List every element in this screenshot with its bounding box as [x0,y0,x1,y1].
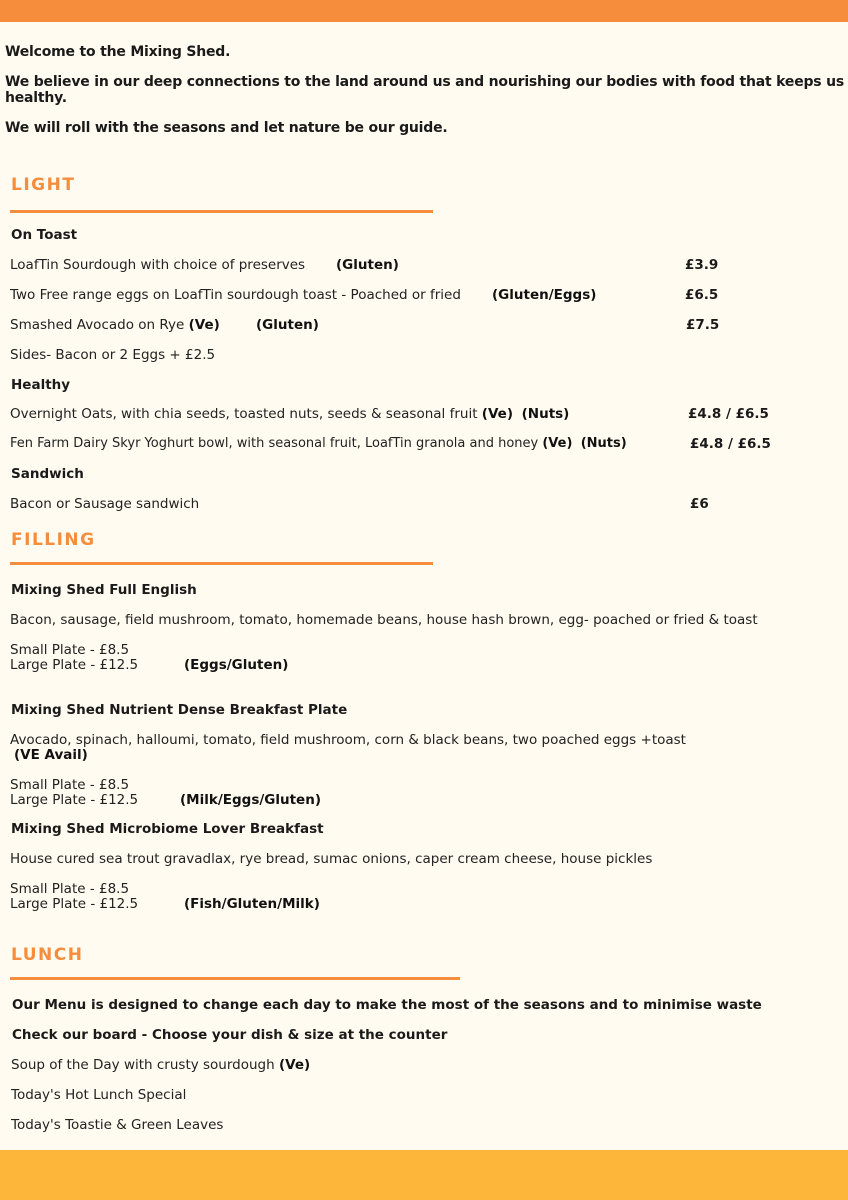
nutrient-small: Small Plate - £8.5 [10,777,130,793]
eggs-item: Two Free range eggs on LoafTin sourdough toast - Poached or fried [10,287,461,303]
full-english-allergen: (Eggs/Gluten) [184,657,289,673]
on-toast-heading: On Toast [11,227,78,243]
skyr-ve: (Ve) [542,436,573,451]
filling-divider [10,562,433,565]
full-english-large: Large Plate - £12.5 [10,657,139,673]
avocado-price: £7.5 [686,317,720,333]
skyr-allergen: (Nuts) [580,436,627,451]
light-divider [10,210,433,213]
lunch-heading: LUNCH [11,945,84,965]
avocado-item [10,317,220,333]
nutrient-large: Large Plate - £12.5 [10,792,139,808]
microbiome-small: Small Plate - £8.5 [10,881,130,897]
microbiome-allergen: (Fish/Gluten/Milk) [184,896,320,912]
skyr-name: Fen Farm Dairy Skyr Yoghurt bowl, with seasonal fruit, LoafTin granola and honey [10,436,539,451]
lunch-intro: Our Menu is designed to change each day to make the most of the seasons and to minimise waste [12,997,762,1013]
healthy-heading: Healthy [11,377,71,393]
lunch-board: Check our board - Choose your dish & size at the counter [12,1027,448,1043]
oats-item [10,406,569,422]
microbiome-desc: House cured sea trout gravadlax, rye bread, sumac onions, caper cream cheese, house pickles [10,851,653,867]
hot-lunch-item: Today's Hot Lunch Special [11,1087,187,1103]
avocado-ve: (Ve) [188,317,220,333]
soup-ve: (Ve) [278,1057,311,1073]
oats-price: £4.8 / £6.5 [688,406,769,422]
full-english-title: Mixing Shed Full English [11,582,197,598]
filling-heading: FILLING [11,530,96,550]
lunch-divider [10,977,460,980]
full-english-small: Small Plate - £8.5 [10,642,130,658]
sides-item: Sides- Bacon or 2 Eggs + £2.5 [10,347,216,363]
bottom-accent-bar [0,1150,848,1200]
toastie-item: Today's Toastie & Green Leaves [11,1117,224,1133]
seasons-text: We will roll with the seasons and let nature be our guide. [5,120,448,136]
sourdough-price: £3.9 [685,257,719,273]
nutrient-ve: (VE Avail) [14,747,88,763]
welcome-text: Welcome to the Mixing Shed. [5,44,231,60]
microbiome-title: Mixing Shed Microbiome Lover Breakfast [11,821,324,837]
belief-text-line2: healthy. [5,90,67,106]
bacon-sandwich-price: £6 [690,496,709,512]
eggs-price: £6.5 [685,287,719,303]
belief-text-line1: We believe in our deep connections to the land around us and nourishing our bodies with food that keeps us [5,74,845,90]
nutrient-allergen: (Milk/Eggs/Gluten) [180,792,321,808]
soup-item [11,1057,310,1073]
sourdough-item: LoafTin Sourdough with choice of preserves [10,257,306,273]
oats-allergen: (Nuts) [521,406,570,422]
nutrient-desc: Avocado, spinach, halloumi, tomato, field mushroom, corn & black beans, two poached eggs +toast [10,732,686,748]
skyr-item [10,436,627,451]
full-english-desc: Bacon, sausage, field mushroom, tomato, homemade beans, house hash brown, egg- poached or fried & toast [10,612,758,628]
sourdough-allergen: (Gluten) [336,257,399,273]
soup-name: Soup of the Day with crusty sourdough [11,1057,275,1073]
skyr-price: £4.8 / £6.5 [690,436,771,452]
eggs-allergen: (Gluten/Eggs) [492,287,597,303]
nutrient-title: Mixing Shed Nutrient Dense Breakfast Plate [11,702,348,718]
avocado-name: Smashed Avocado on Rye [10,317,185,333]
avocado-allergen: (Gluten) [256,317,319,333]
bacon-sandwich-item: Bacon or Sausage sandwich [10,496,200,512]
top-accent-bar [0,0,848,22]
microbiome-large: Large Plate - £12.5 [10,896,139,912]
oats-ve: (Ve) [481,406,514,422]
oats-name: Overnight Oats, with chia seeds, toasted nuts, seeds & seasonal fruit [10,406,478,422]
sandwich-heading: Sandwich [11,466,84,482]
light-heading: LIGHT [11,175,76,195]
